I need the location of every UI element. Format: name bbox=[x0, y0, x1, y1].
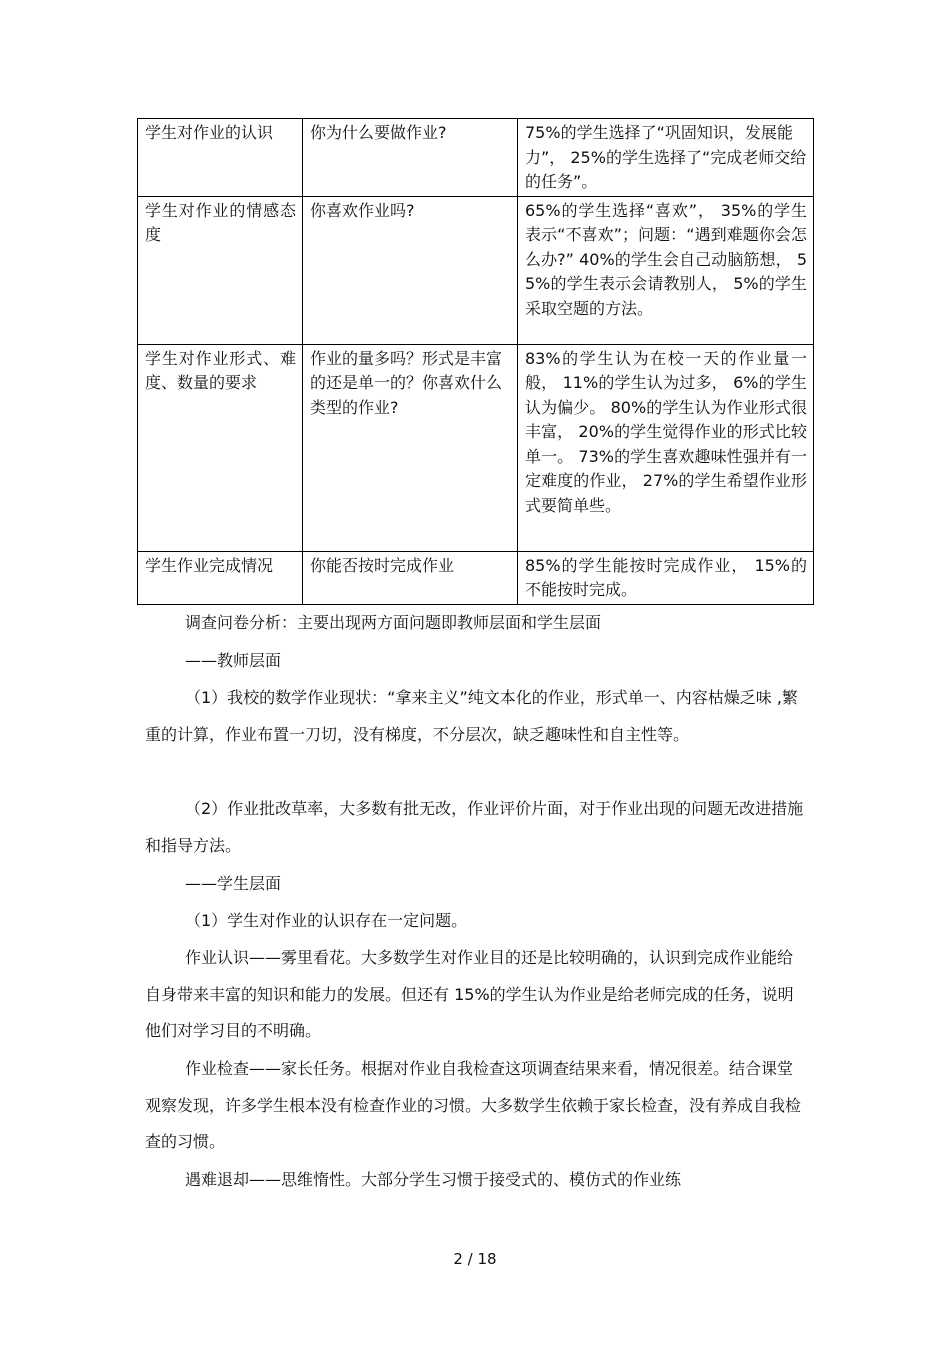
student-paragraph-4: 遇难退却——思维惰性。大部分学生习惯于接受式的、模仿式的作业练 bbox=[185, 1170, 682, 1189]
aspect-cell: 学生对作业形式、难度、数量的要求 bbox=[138, 344, 303, 551]
result-cell: 75%的学生选择了“巩固知识，发展能力”， 25%的学生选择了“完成老师交给的任务”。 bbox=[518, 119, 814, 197]
result-cell: 65%的学生选择“喜欢”， 35%的学生表示“不喜欢”；问题：“遇到难题你会怎么办?” 40%的学生会自己动脑筋想， 55%的学生表示会请教别人， 5%的学生采取空题的方法。 bbox=[518, 196, 814, 344]
question-cell: 你能否按时完成作业 bbox=[303, 551, 518, 604]
result-cell: 83%的学生认为在校一天的作业量一般， 11%的学生认为过多， 6%的学生认为偏少。 80%的学生认为作业形式很丰富， 20%的学生觉得作业的形式比较单一。 73%的学生喜欢趣味性强并有一定难度的作业， 27%的学生希望作业形式要简单些。 bbox=[518, 344, 814, 551]
table-row bbox=[138, 196, 814, 344]
student-paragraph-2: 作业认识——雾里看花。大多数学生对作业目的还是比较明确的，认识到完成作业能给自身带来丰富的知识和能力的发展。但还有 15%的学生认为作业是给老师完成的任务，说明他们对学习目的不明确。 bbox=[145, 948, 794, 1041]
student-heading: ——学生层面 bbox=[185, 874, 282, 893]
student-paragraph-3: 作业检查——家长任务。根据对作业自我检查这项调查结果来看，情况很差。结合课堂观察发现，许多学生根本没有检查作业的习惯。大多数学生依赖于家长检查，没有养成自我检查的习惯。 bbox=[145, 1059, 802, 1152]
aspect-cell: 学生对作业的情感态度 bbox=[138, 196, 303, 344]
result-cell: 85%的学生能按时完成作业， 15%的不能按时完成。 bbox=[518, 551, 814, 604]
teacher-paragraph-2: （2）作业批改草率，大多数有批无改，作业评价片面，对于作业出现的问题无改进措施和指导方法。 bbox=[145, 799, 804, 855]
table-row bbox=[138, 551, 814, 604]
table-row bbox=[138, 119, 814, 197]
question-cell: 你喜欢作业吗? bbox=[303, 196, 518, 344]
analysis-paragraph: 调查问卷分析：主要出现两方面问题即教师层面和学生层面 bbox=[185, 613, 602, 632]
table-row bbox=[138, 344, 814, 551]
teacher-paragraph-1: （1）我校的数学作业现状：“拿来主义”纯文本化的作业，形式单一、内容枯燥乏味 ,繁重的计算，作业布置一刀切，没有梯度，不分层次，缺乏趣味性和自主性等。 bbox=[145, 688, 798, 744]
teacher-heading: ——教师层面 bbox=[185, 651, 282, 670]
question-cell: 作业的量多吗？形式是丰富的还是单一的？你喜欢什么类型的作业? bbox=[303, 344, 518, 551]
aspect-cell: 学生对作业的认识 bbox=[138, 119, 303, 197]
student-paragraph-1: （1）学生对作业的认识存在一定问题。 bbox=[185, 911, 468, 930]
page-number: 2 / 18 bbox=[453, 1250, 497, 1268]
aspect-cell: 学生作业完成情况 bbox=[138, 551, 303, 604]
survey-table bbox=[137, 118, 814, 605]
question-cell: 你为什么要做作业? bbox=[303, 119, 518, 197]
